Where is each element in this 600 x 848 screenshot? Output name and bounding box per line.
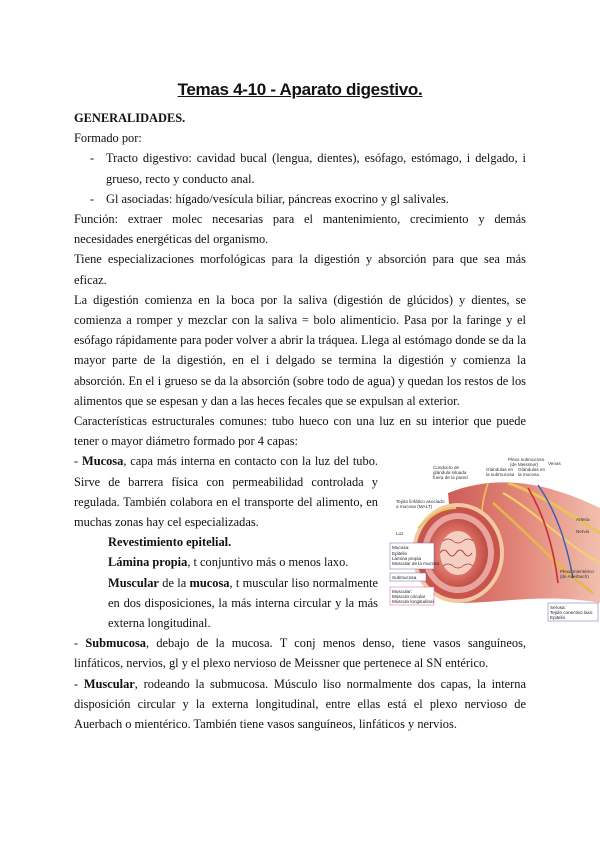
muscular-text: , rodeando la submucosa. Músculo liso normalmente dos capas, la interna disposición circular y la externa longitudinal, entre ellas está el plexo nervioso de Auerbach o mientérico. También tiene vasos sanguíneos, linfáticos y nervios. [74, 676, 526, 732]
digestive-wall-diagram [388, 453, 600, 631]
term-muscular-layer: Muscular [83, 676, 135, 691]
label-lamina-propia: Lámina propia [392, 556, 422, 562]
label-mucosa-box: Mucosa: [392, 545, 410, 551]
components-list [74, 148, 526, 209]
term-mucosa-2: mucosa [189, 575, 230, 590]
label-serosa-box: Serosa: [550, 605, 566, 611]
term-lamina: Lámina propia [108, 555, 188, 570]
term-submucosa: Submucosa [85, 636, 146, 651]
label-de-auerbach: (de Auerbach) [560, 574, 589, 580]
section-heading: GENERALIDADES. [74, 111, 186, 125]
especializaciones-paragraph: Tiene especializaciones morfológicas para la digestión y absorción para que sea más eficaz. [74, 252, 526, 287]
label-de-meissner: (de Meissner) [510, 462, 539, 468]
revestimiento-text: Revestimiento epitelial [108, 535, 229, 550]
label-tejido-conectivo: Tejido conectivo laxo [550, 610, 593, 616]
submucosa-text: , debajo de la mucosa. T conj menos denso, tiene vasos sanguíneos, linfáticos, nervios, gl y el plexo nervioso de Meissner que pertenece al SN entérico. [74, 636, 526, 671]
label-tejido-linfatico: Tejido linfático asociado [396, 499, 445, 505]
muscular-paragraph: - Muscular, rodeando la submucosa. Músculo liso normalmente dos capas, la interna disposición circular y la externa longitudinal, entre ellas está el plexo nervioso de Auerbach o mientérico. También tiene vasos sanguíneos, linfáticos y nervios. [74, 676, 526, 732]
list-item: - Tracto digestivo: cavidad bucal (lengua, dientes), esófago, estómago, i delgado, i grueso, recto y conducto anal. [74, 148, 526, 188]
label-fuera-pared: fuera de la pared [433, 475, 468, 481]
mucosa-text: , capa más interna en contacto con la luz del tubo. Sirve de barrera física con permeabilidad controlada y regulada. También colabora en el transporte del alimento, en muchas zonas hay cel especializadas. [74, 454, 378, 530]
label-plexo-submucoso: Plexo submucoso [508, 457, 545, 463]
label-la-mucosa: la mucosa [518, 472, 539, 478]
document-body [74, 108, 594, 734]
list-item: - Gl asociadas: hígado/vesícula biliar, páncreas exocrino y gl salivales. [74, 189, 526, 209]
funcion-paragraph: Función: extraer molec necesarias para el mantenimiento, crecimiento y demás necesidades energéticas del organismo. [74, 212, 526, 247]
label-glandula-situada: glándula situada [433, 470, 467, 476]
caracteristicas-paragraph: Características estructurales comunes: tubo hueco con una luz en su interior que puede tener o mayor diámetro formado por 4 capas: [74, 414, 526, 449]
label-glandulas-mucosa: Glándulas en [518, 467, 546, 473]
term-muscular: Muscular [108, 575, 159, 590]
label-epitelio: Epitelio [392, 551, 408, 557]
label-luz: Luz [396, 531, 404, 537]
formado-por-line: Formado por: [74, 131, 142, 146]
label-musculo-longitudinal: Músculo longitudinal [392, 599, 434, 605]
muscular-mucosa-text: , t muscular liso normalmente en dos disposiciones, la más interna circular y la más externa longitudinal. [108, 575, 379, 631]
submucosa-paragraph: - Submucosa, debajo de la mucosa. T conj menos denso, tiene vasos sanguíneos, linfáticos, nervios, gl y el plexo nervioso de Meissner que pertenece al SN entérico. [74, 636, 526, 671]
muscular-mid: de la [158, 575, 190, 590]
label-plexo-mienterico: Plexo mientérico [560, 569, 594, 575]
label-arteria: Arteria [576, 517, 590, 523]
term-mucosa: Mucosa [82, 454, 124, 469]
label-epitelio-serosa: Epitelio [550, 615, 566, 621]
label-muscular-box: Muscular: [392, 589, 412, 595]
mucosa-paragraph: - Mucosa, capa más interna en contacto con la luz del tubo. Sirve de barrera física con permeabilidad controlada y regulada. También colabora en el transporte del alimento, en muchas zonas hay cel especializadas. [74, 454, 378, 530]
label-conducto: Conducto de [433, 465, 460, 471]
revestimiento-line: Revestimiento epitelial. [108, 535, 232, 550]
label-submucosa-box: Submucosa [392, 575, 417, 581]
label-musculo-circular: Músculo circular [392, 594, 426, 600]
label-muscular-mucosa: Muscular de la mucosa [392, 561, 440, 567]
lamina-text: , t conjuntivo más o menos laxo. [187, 555, 349, 570]
label-a-mucosa: a mucosa (MALT) [396, 504, 433, 510]
label-glandulas-submucosa: Glándulas en [486, 467, 514, 473]
label-la-submucosa: la submucosa [486, 472, 515, 478]
label-venas: Venas [548, 461, 561, 467]
label-nervio: Nervio [576, 529, 590, 535]
page-title: Temas 4-10 - Aparato digestivo. [177, 80, 423, 99]
digestive-wall-illustration [388, 453, 600, 631]
proceso-paragraph: La digestión comienza en la boca por la saliva (digestión de glúcidos) y dientes, se comienza a romper y mezclar con la saliva = bolo alimenticio. Pasa por la faringe y el esófago rápidamente para poder volver a abrir la tráquea. Llega al estómago donde se da la mayor parte de la digestión, en el i delgado se termina la digestión y comienza la absorción. En el i grueso se da la absorción (sobre todo de agua) y quedan los restos de los alimentos que se espesan y dan a las heces fecales que se expulsan al exterior. [74, 292, 526, 408]
